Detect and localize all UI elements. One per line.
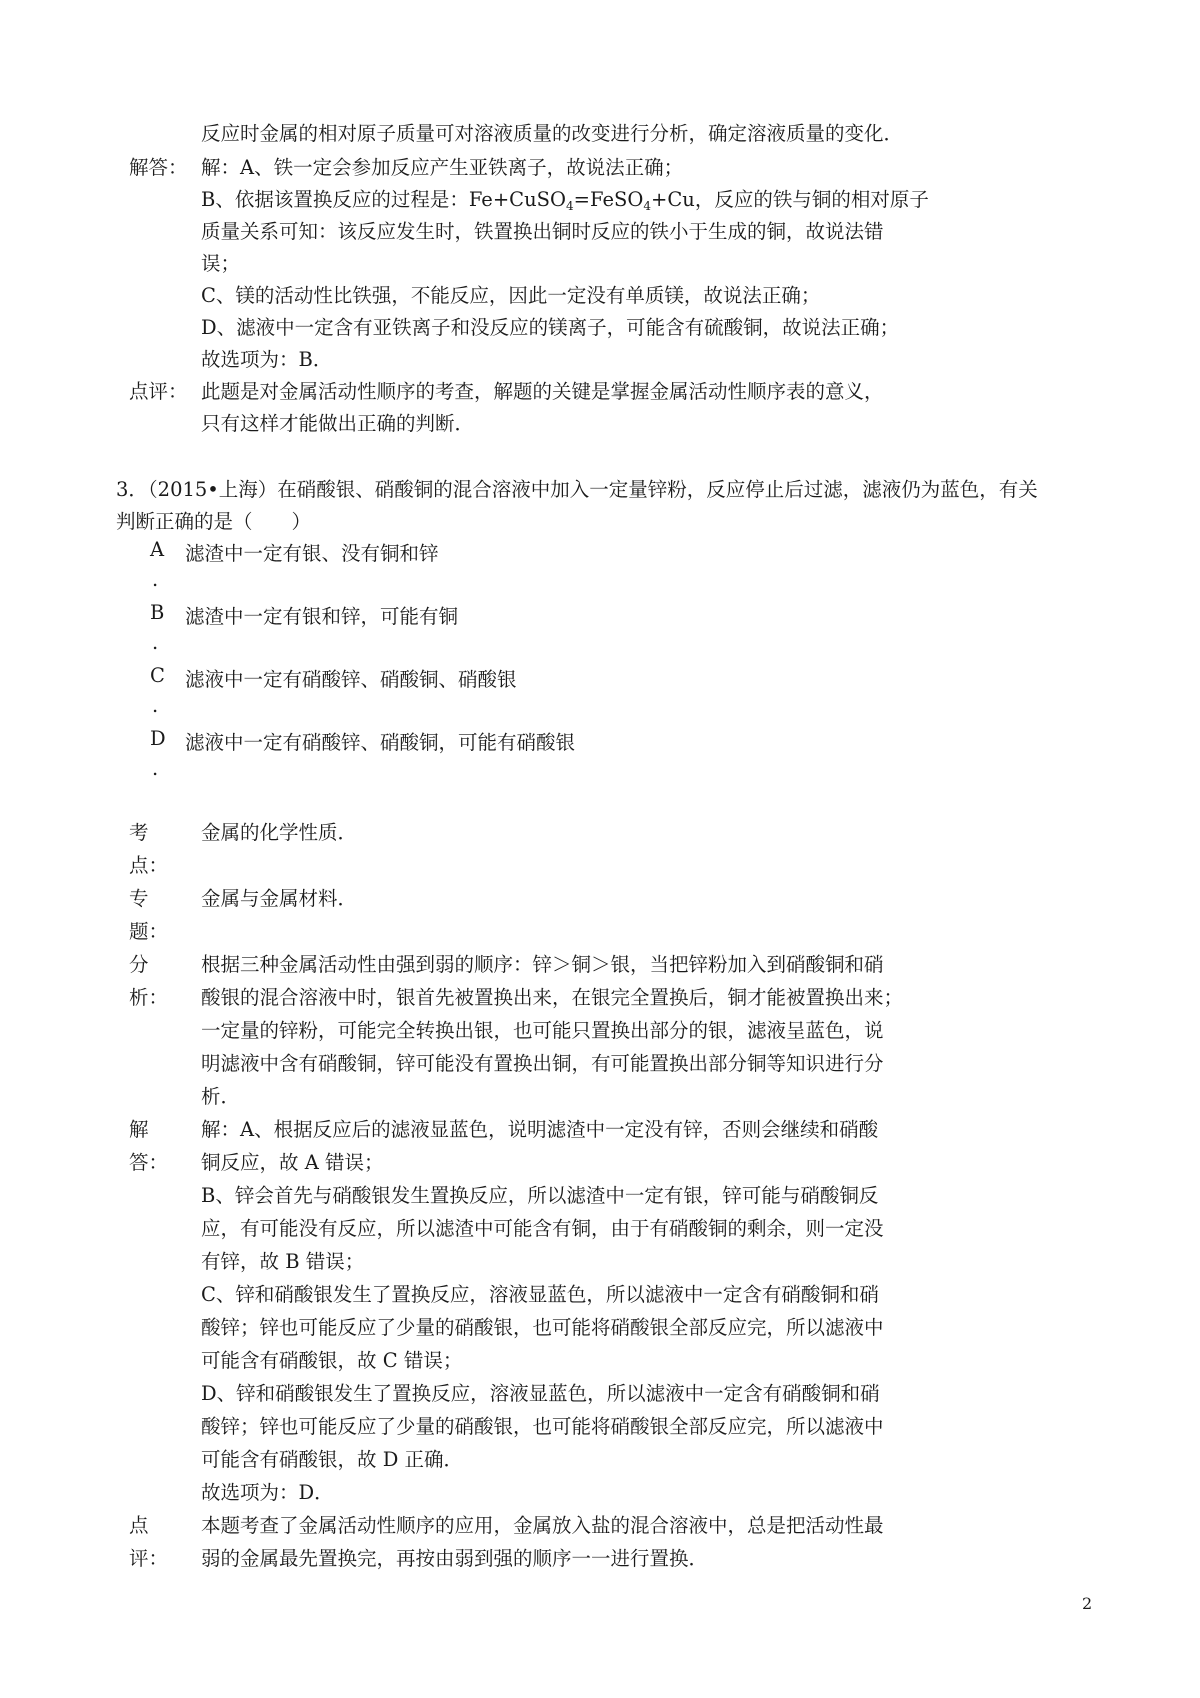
answer-label: 解答： <box>129 156 188 179</box>
fenxi-line: 明滤液中含有硝酸铜，锌可能没有置换出铜，有可能置换出部分铜等知识进行分 <box>201 1052 884 1075</box>
option-letter: B <box>150 601 165 624</box>
question-stem: 3．（2015•上海）在硝酸银、硝酸铜的混合溶液中加入一定量锌粉，反应停止后过滤，滤液仍为蓝色，有关 <box>116 478 1038 501</box>
kaodian-label: 点： <box>129 854 169 877</box>
option-letter: C <box>150 664 165 687</box>
comment-label: 点评： <box>129 380 188 403</box>
answer-line-text: B、依据该置换反应的过程是： <box>201 188 469 211</box>
option-text: 滤液中一定有硝酸锌、硝酸铜，可能有硝酸银 <box>185 731 576 754</box>
dianping-label: 评： <box>129 1547 169 1570</box>
fenxi-line: 一定量的锌粉，可能完全转换出银，也可能只置换出部分的银，滤液呈蓝色，说 <box>201 1019 884 1042</box>
option-text: 滤渣中一定有银、没有铜和锌 <box>185 542 439 565</box>
jieda-line: 应，有可能没有反应，所以滤渣中可能含有铜，由于有硝酸铜的剩余，则一定没 <box>201 1217 884 1240</box>
jieda-line: 有锌，故 B 错误； <box>201 1250 365 1273</box>
answer-line: 质量关系可知：该反应发生时，铁置换出铜时反应的铁小于生成的铜，故说法错 <box>201 220 884 243</box>
comment-line: 此题是对金属活动性顺序的考查，解题的关键是掌握金属活动性顺序表的意义， <box>201 380 884 403</box>
kaodian-text: 金属的化学性质． <box>201 821 358 844</box>
zhuanti-label: 题： <box>129 920 169 943</box>
zhuanti-text: 金属与金属材料． <box>201 887 358 910</box>
jieda-line: 解：A、根据反应后的滤液显蓝色，说明滤渣中一定没有锌，否则会继续和硝酸 <box>201 1118 879 1141</box>
dianping-line: 本题考查了金属活动性顺序的应用，金属放入盐的混合溶液中，总是把活动性最 <box>201 1514 884 1537</box>
chemical-equation: Fe+CuSO$_4$=FeSO$_4$+Cu <box>468 188 695 213</box>
answer-line-text: ，反应的铁与铜的相对原子 <box>694 188 929 211</box>
jieda-line: C、锌和硝酸银发生了置换反应，溶液显蓝色，所以滤液中一定含有硝酸铜和硝 <box>201 1283 879 1306</box>
fenxi-line: 根据三种金属活动性由强到弱的顺序：锌＞铜＞银，当把锌粉加入到硝酸铜和硝 <box>201 953 884 976</box>
comment-line: 只有这样才能做出正确的判断． <box>201 412 475 435</box>
option-text: 滤渣中一定有银和锌，可能有铜 <box>185 605 459 628</box>
option-dot: . <box>152 757 159 780</box>
jieda-label: 解 <box>129 1118 149 1141</box>
option-text: 滤液中一定有硝酸锌、硝酸铜、硝酸银 <box>185 668 517 691</box>
kaodian-label: 考 <box>129 821 149 844</box>
option-letter: D <box>150 727 166 750</box>
jieda-line: 可能含有硝酸银，故 C 错误； <box>201 1349 463 1372</box>
jieda-label: 答： <box>129 1151 169 1174</box>
zhuanti-label: 专 <box>129 887 149 910</box>
option-dot: . <box>152 631 159 654</box>
jieda-line: 可能含有硝酸银，故 D 正确． <box>201 1448 464 1471</box>
option-dot: . <box>152 568 159 591</box>
jieda-line: D、锌和硝酸银发生了置换反应，溶液显蓝色，所以滤液中一定含有硝酸铜和硝 <box>201 1382 880 1405</box>
jieda-line: 故选项为：D． <box>201 1481 334 1504</box>
dianping-line: 弱的金属最先置换完，再按由弱到强的顺序一一进行置换． <box>201 1547 709 1570</box>
fenxi-line: 析． <box>201 1085 241 1108</box>
answer-line: D、滤液中一定含有亚铁离子和没反应的镁离子，可能含有硫酸铜，故说法正确； <box>201 316 900 339</box>
fenxi-line: 酸银的混合溶液中时，银首先被置换出来，在银完全置换后，铜才能被置换出来； <box>201 986 904 1009</box>
answer-line: 故选项为：B． <box>201 348 333 371</box>
question-stem: 判断正确的是（ ） <box>116 510 312 533</box>
page-number: 2 <box>1082 1594 1093 1613</box>
option-letter: A <box>150 538 165 561</box>
fenxi-label: 析： <box>129 986 169 1009</box>
jieda-line: B、锌会首先与硝酸银发生置换反应，所以滤渣中一定有银，锌可能与硝酸铜反 <box>201 1184 879 1207</box>
answer-line: 误； <box>201 252 241 275</box>
dianping-label: 点 <box>129 1514 149 1537</box>
fenxi-label: 分 <box>129 953 149 976</box>
jieda-line: 酸锌；锌也可能反应了少量的硝酸银，也可能将硝酸银全部反应完，所以滤液中 <box>201 1316 884 1339</box>
answer-line-equation <box>201 184 929 212</box>
jieda-line: 铜反应，故 A 错误； <box>201 1151 384 1174</box>
answer-line: 解：A、铁一定会参加反应产生亚铁离子，故说法正确； <box>201 156 684 179</box>
jieda-line: 酸锌；锌也可能反应了少量的硝酸银，也可能将硝酸银全部反应完，所以滤液中 <box>201 1415 884 1438</box>
answer-line: C、镁的活动性比铁强，不能反应，因此一定没有单质镁，故说法正确； <box>201 284 821 307</box>
option-dot: . <box>152 694 159 717</box>
analysis-tail-line: 反应时金属的相对原子质量可对溶液质量的改变进行分析，确定溶液质量的变化． <box>201 122 904 145</box>
